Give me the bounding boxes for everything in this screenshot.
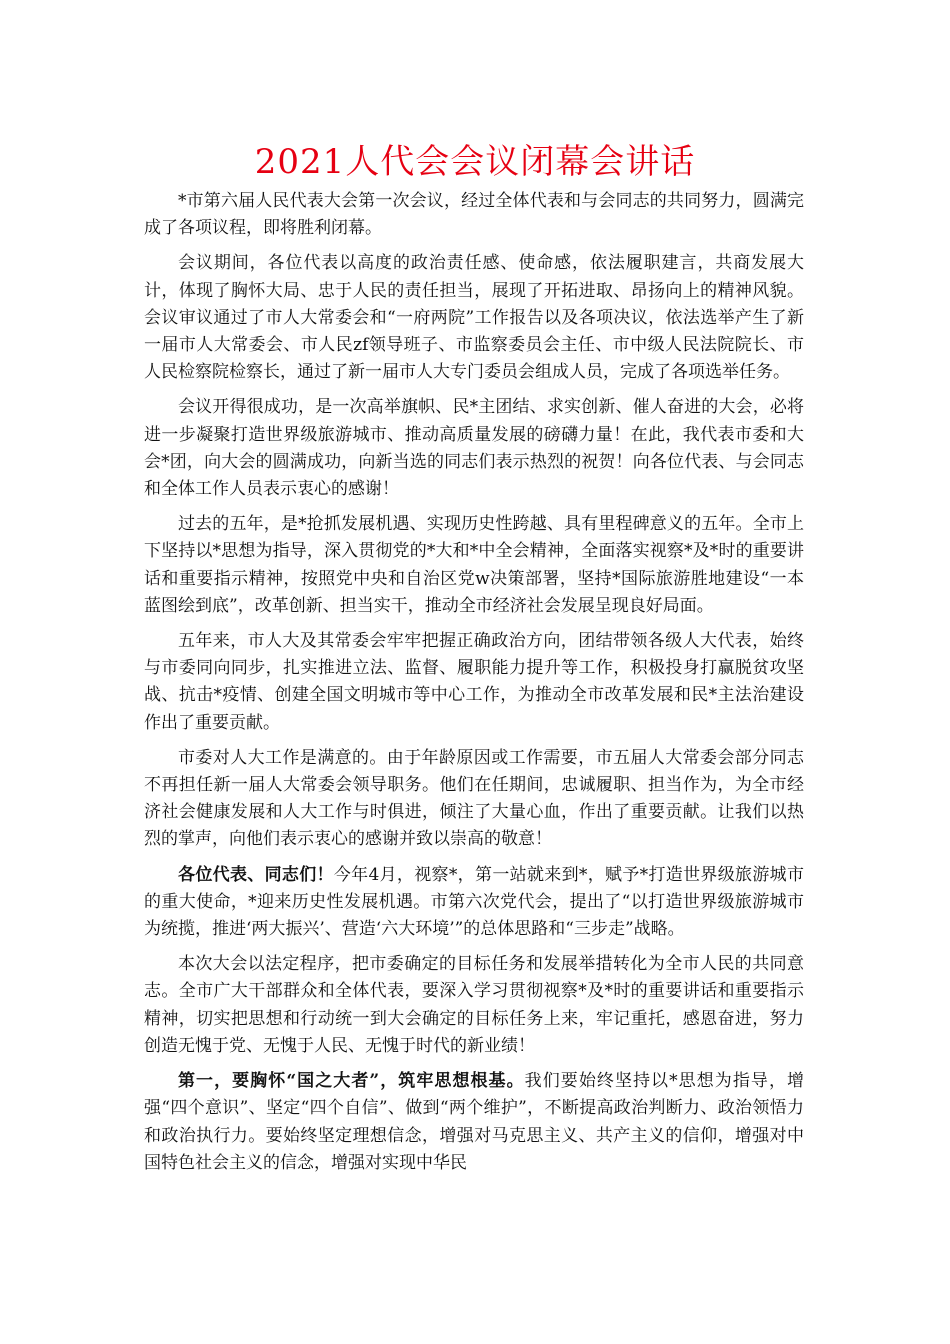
- body-paragraph: [144, 745, 804, 854]
- body-paragraph: [144, 1068, 804, 1177]
- body-paragraph: [144, 862, 804, 944]
- paragraph-text: 过去的五年，是*抢抓发展机遇、实现历史性跨越、具有里程碑意义的五年。全市上下坚持以*思想为指导，深入贯彻党的*大和*中全会精神，全面落实视察*及*时的重要讲话和重要指示精神，按照党中央和自治区党w决策部署，坚持*国际旅游胜地建设“一本蓝图绘到底”，改革创新、担当实干，推动全市经济社会发展呈现良好局面。: [144, 514, 804, 616]
- paragraph-text: 本次大会以法定程序，把市委确定的目标任务和发展举措转化为全市人民的共同意志。全市广大干部群众和全体代表，要深入学习贯彻视察*及*时的重要讲话和重要指示精神，切实把思想和行动统一到大会确定的目标任务上来，牢记重托，感恩奋进，努力创造无愧于党、无愧于人民、无愧于时代的新业绩！: [144, 954, 804, 1056]
- paragraph-lead: 第一，要胸怀“国之大者”，筑牢思想根基。: [178, 1071, 525, 1092]
- body-paragraph: [144, 394, 804, 503]
- paragraph-lead: 各位代表、同志们！: [178, 864, 334, 885]
- paragraph-text: 市委对人大工作是满意的。由于年龄原因或工作需要，市五届人大常委会部分同志不再担任新一届人大常委会领导职务。他们在任期间，忠诚履职、担当作为，为全市经济社会健康发展和人大工作与时俱进，倾注了大量心血，作出了重要贡献。让我们以热烈的掌声，向他们表示衷心的感谢并致以崇高的敬意！: [144, 747, 804, 850]
- body-paragraph: [144, 511, 804, 620]
- paragraph-text: 我们要始终坚持以*思想为指导，增强“四个意识”、坚定“四个自信”、做到“两个维护”，不断提高政治判断力、政治领悟力和政治执行力。要始终坚定理想信念，增强对马克思主义、共产主义的信仰，增强对中国特色社会主义的信念，增强对实现中华民: [144, 1071, 805, 1173]
- body-paragraph: [144, 188, 804, 242]
- body-paragraph: [144, 250, 804, 386]
- document-body: [144, 188, 804, 1185]
- paragraph-text: *市第六届人民代表大会第一次会议，经过全体代表和与会同志的共同努力，圆满完成了各项议程，即将胜利闭幕。: [144, 191, 804, 239]
- body-paragraph: [144, 951, 804, 1060]
- paragraph-text: 会议开得很成功，是一次高举旗帜、民*主团结、求实创新、催人奋进的大会，必将进一步凝聚打造世界级旅游城市、推动高质量发展的磅礴力量！在此，我代表市委和大会*团，向大会的圆满成功，向新当选的同志们表示热烈的祝贺！向各位代表、与会同志和全体工作人员表示衷心的感谢！: [144, 397, 804, 500]
- document-title: 2021人代会会议闭幕会讲话: [254, 142, 696, 182]
- paragraph-text: 会议期间，各位代表以高度的政治责任感、使命感，依法履职建言，共商发展大计，体现了胸怀大局、忠于人民的责任担当，展现了开拓进取、昂扬向上的精神风貌。会议审议通过了市人大常委会和“一府两院”工作报告以及各项决议，依法选举产生了新一届市人大常委会、市人民zf领导班子、市监察委员会主任、市中级人民法院院长、市人民检察院检察长，通过了新一届市人大专门委员会组成人员，完成了各项选举任务。: [144, 253, 804, 383]
- paragraph-text: 今年4月，视察*，第一站就来到*，赋予*打造世界级旅游城市的重大使命，*迎来历史性发展机遇。市第六次党代会，提出了“以打造世界级旅游城市为统揽，推进‘两大振兴’、营造‘六大环境’”的总体思路和“三步走”战略。: [144, 864, 804, 940]
- paragraph-text: 五年来，市人大及其常委会牢牢把握正确政治方向，团结带领各级人大代表，始终与市委同向同步，扎实推进立法、监督、履职能力提升等工作，积极投身打赢脱贫攻坚战、抗击*疫情、创建全国文明城市等中心工作，为推动全市改革发展和民*主法治建设作出了重要贡献。: [144, 631, 804, 733]
- body-paragraph: [144, 628, 804, 737]
